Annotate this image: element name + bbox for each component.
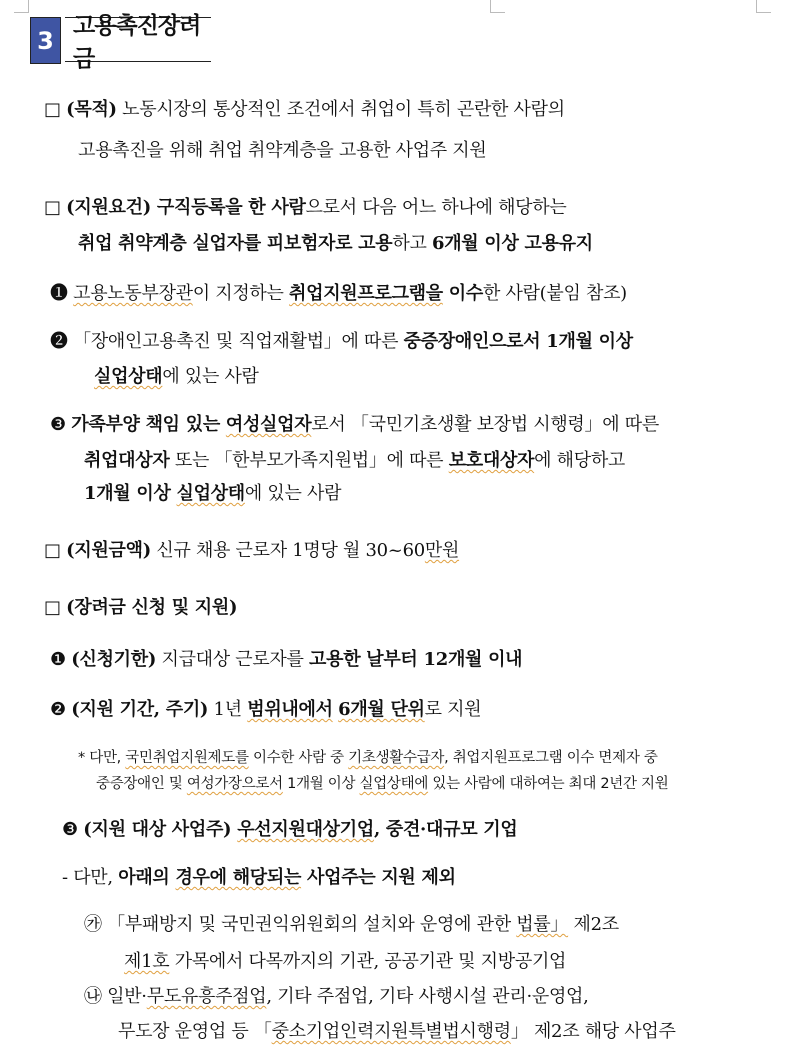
text-segment: 범위내에서 [247, 699, 333, 720]
text-line-apply [44, 596, 237, 620]
text-segment: 있는 사람에 대하여는 최대 2년간 지원 [428, 776, 669, 792]
text-segment: 1년 [208, 699, 248, 720]
text-segment: 노동시장의 통상적인 조건에서 취업이 특히 곤란한 사람의 [116, 99, 565, 120]
text-segment: (지원금액) [66, 540, 151, 561]
text-segment: (목적) [66, 99, 117, 120]
text-segment: 취업지원프로그램을 [289, 283, 443, 304]
text-segment: 1개월 이상 [84, 483, 177, 504]
text-segment: 한 사람(붙임 참조) [483, 283, 627, 304]
text-line-req-item3-1 [50, 413, 659, 437]
text-line-apply-1 [50, 648, 522, 672]
text-segment: 법률」 [516, 914, 569, 935]
text-segment: ❷ [50, 699, 72, 720]
text-segment: 하고 [392, 233, 432, 254]
text-segment: □ [44, 99, 67, 120]
text-segment: 고용한 날부터 12개월 이내 [309, 649, 523, 670]
text-line-purpose-2 [78, 139, 486, 163]
text-segment: 이수 [442, 283, 483, 304]
text-segment: , 기타 주점업, 기타 사행시설 관리·운영업, [266, 986, 589, 1007]
text-segment: 무도유흥주점업 [146, 986, 267, 1007]
text-segment: 가족부양 책임 있는 [71, 414, 226, 435]
text-segment: 무도장 운영업 등 「 [118, 1021, 272, 1042]
text-segment: 실업상태에 [359, 776, 429, 792]
text-line-apply-2 [50, 698, 481, 722]
text-segment: 아래의 [118, 867, 176, 888]
text-line-amount [44, 539, 459, 563]
text-segment: 사업주는 지원 제외 [301, 867, 456, 888]
text-segment: 신규 채용 근로자 1명당 월 30~60 [150, 540, 425, 561]
text-segment: 6개월 단위 [338, 699, 425, 720]
section-number-badge: 3 [30, 17, 61, 64]
text-line-note-1 [78, 746, 658, 770]
text-segment: 1개월 이상 [282, 776, 360, 792]
text-segment: 에 있는 사람 [244, 483, 342, 504]
text-segment: ㉮ 「부패방지 및 국민권익위원회의 설치와 운영에 관한 [84, 914, 517, 935]
text-segment: □ [44, 197, 67, 218]
text-segment: 중증장애인으로서 1개월 이상 [403, 331, 633, 352]
text-segment: 로 지원 [424, 699, 482, 720]
text-line-except-a-1 [84, 913, 619, 937]
text-segment: 이수한 사람 중 [248, 750, 349, 766]
text-line-except-b-2 [118, 1020, 676, 1044]
text-line-req-2 [78, 232, 593, 256]
text-segment: 만원 [424, 540, 460, 561]
text-segment: 기초생활수급자 [348, 750, 445, 766]
page-corner-mark [756, 0, 771, 13]
text-segment: ㉯ 일반· [84, 986, 147, 1007]
text-segment: 여성가장으로서 [186, 776, 283, 792]
text-segment: ❶ [50, 283, 74, 304]
text-line-req-item2-2 [94, 365, 259, 389]
text-segment: 에 있는 사람 [162, 366, 259, 387]
text-line-except-b-1 [84, 985, 589, 1009]
text-line-except [62, 866, 456, 890]
text-segment: (지원 기간, 주기) [71, 699, 209, 720]
text-line-req-item3-2 [84, 449, 625, 473]
text-segment: - 다만, [62, 867, 119, 888]
text-segment: 국민취업지원제도를 [125, 750, 249, 766]
text-segment: 우선지원대상기업 [237, 819, 374, 840]
page-corner-mark [490, 0, 505, 13]
text-segment: 실업상태 [94, 366, 163, 387]
text-segment: 경우에 해당되는 [175, 867, 302, 888]
text-segment: 으로서 다음 어느 하나에 해당하는 [305, 197, 567, 218]
text-segment: , 취업지원프로그램 이수 면제자 중 [444, 750, 658, 766]
text-line-apply-3 [62, 818, 517, 842]
text-segment: 취업 취약계층 실업자를 피보험자로 고용 [78, 233, 393, 254]
text-segment: 취업대상자 [84, 450, 170, 471]
text-segment: 」 제2조 해당 사업주 [510, 1021, 676, 1042]
text-line-req-1 [44, 196, 566, 220]
text-segment: * 다만, [78, 750, 126, 766]
text-segment: 에 해당하고 [534, 450, 626, 471]
text-segment: 실업상태 [176, 483, 245, 504]
text-line-note-2 [96, 772, 668, 796]
text-segment: 중증장애인 및 [96, 776, 187, 792]
text-line-req-item3-3 [84, 482, 341, 506]
text-segment: 6개월 이상 고용유지 [431, 233, 593, 254]
text-segment: □ [44, 597, 67, 618]
text-segment: 지급대상 근로자를 [156, 649, 310, 670]
text-segment: , 중견·대규모 기업 [373, 819, 518, 840]
text-segment: 로서 「국민기초생활 보장법 시행령」에 따른 [311, 414, 659, 435]
page-corner-mark [14, 0, 29, 13]
section-title: 고용촉진장려금 [65, 17, 211, 62]
text-segment: ❸ [50, 414, 72, 435]
text-segment: 고용노동부장관 [73, 283, 193, 304]
text-segment: ❶ [50, 649, 72, 670]
text-line-purpose-1 [44, 98, 565, 122]
text-line-except-a-2 [124, 950, 566, 974]
text-segment: 또는 「한부모가족지원법」에 따른 [169, 450, 449, 471]
text-segment: 이 지정하는 [192, 283, 290, 304]
text-segment: 여성실업자 [225, 414, 312, 435]
text-line-req-item2-1 [50, 330, 633, 354]
text-segment: 제1호 [124, 951, 170, 972]
text-segment: (지원 대상 사업주) [83, 819, 238, 840]
text-segment: □ [44, 540, 67, 561]
text-line-req-item1 [50, 282, 627, 306]
text-segment: ❷ 「장애인고용촉진 및 직업재활법」에 따른 [50, 331, 404, 352]
text-segment: (신청기한) [71, 649, 157, 670]
text-segment: (장려금 신청 및 지원) [66, 597, 238, 618]
text-segment: 중소기업인력지원특별법시행령 [271, 1021, 511, 1042]
text-segment: 고용촉진을 위해 취업 취약계층을 고용한 사업주 지원 [78, 140, 487, 161]
text-segment: (지원요건) 구직등록을 한 사람 [66, 197, 306, 218]
text-segment: 가목에서 다목까지의 기관, 공공기관 및 지방공기업 [169, 951, 567, 972]
text-segment: 보호대상자 [448, 450, 535, 471]
text-segment: 제2조 [568, 914, 619, 935]
text-segment: ❸ [62, 819, 84, 840]
